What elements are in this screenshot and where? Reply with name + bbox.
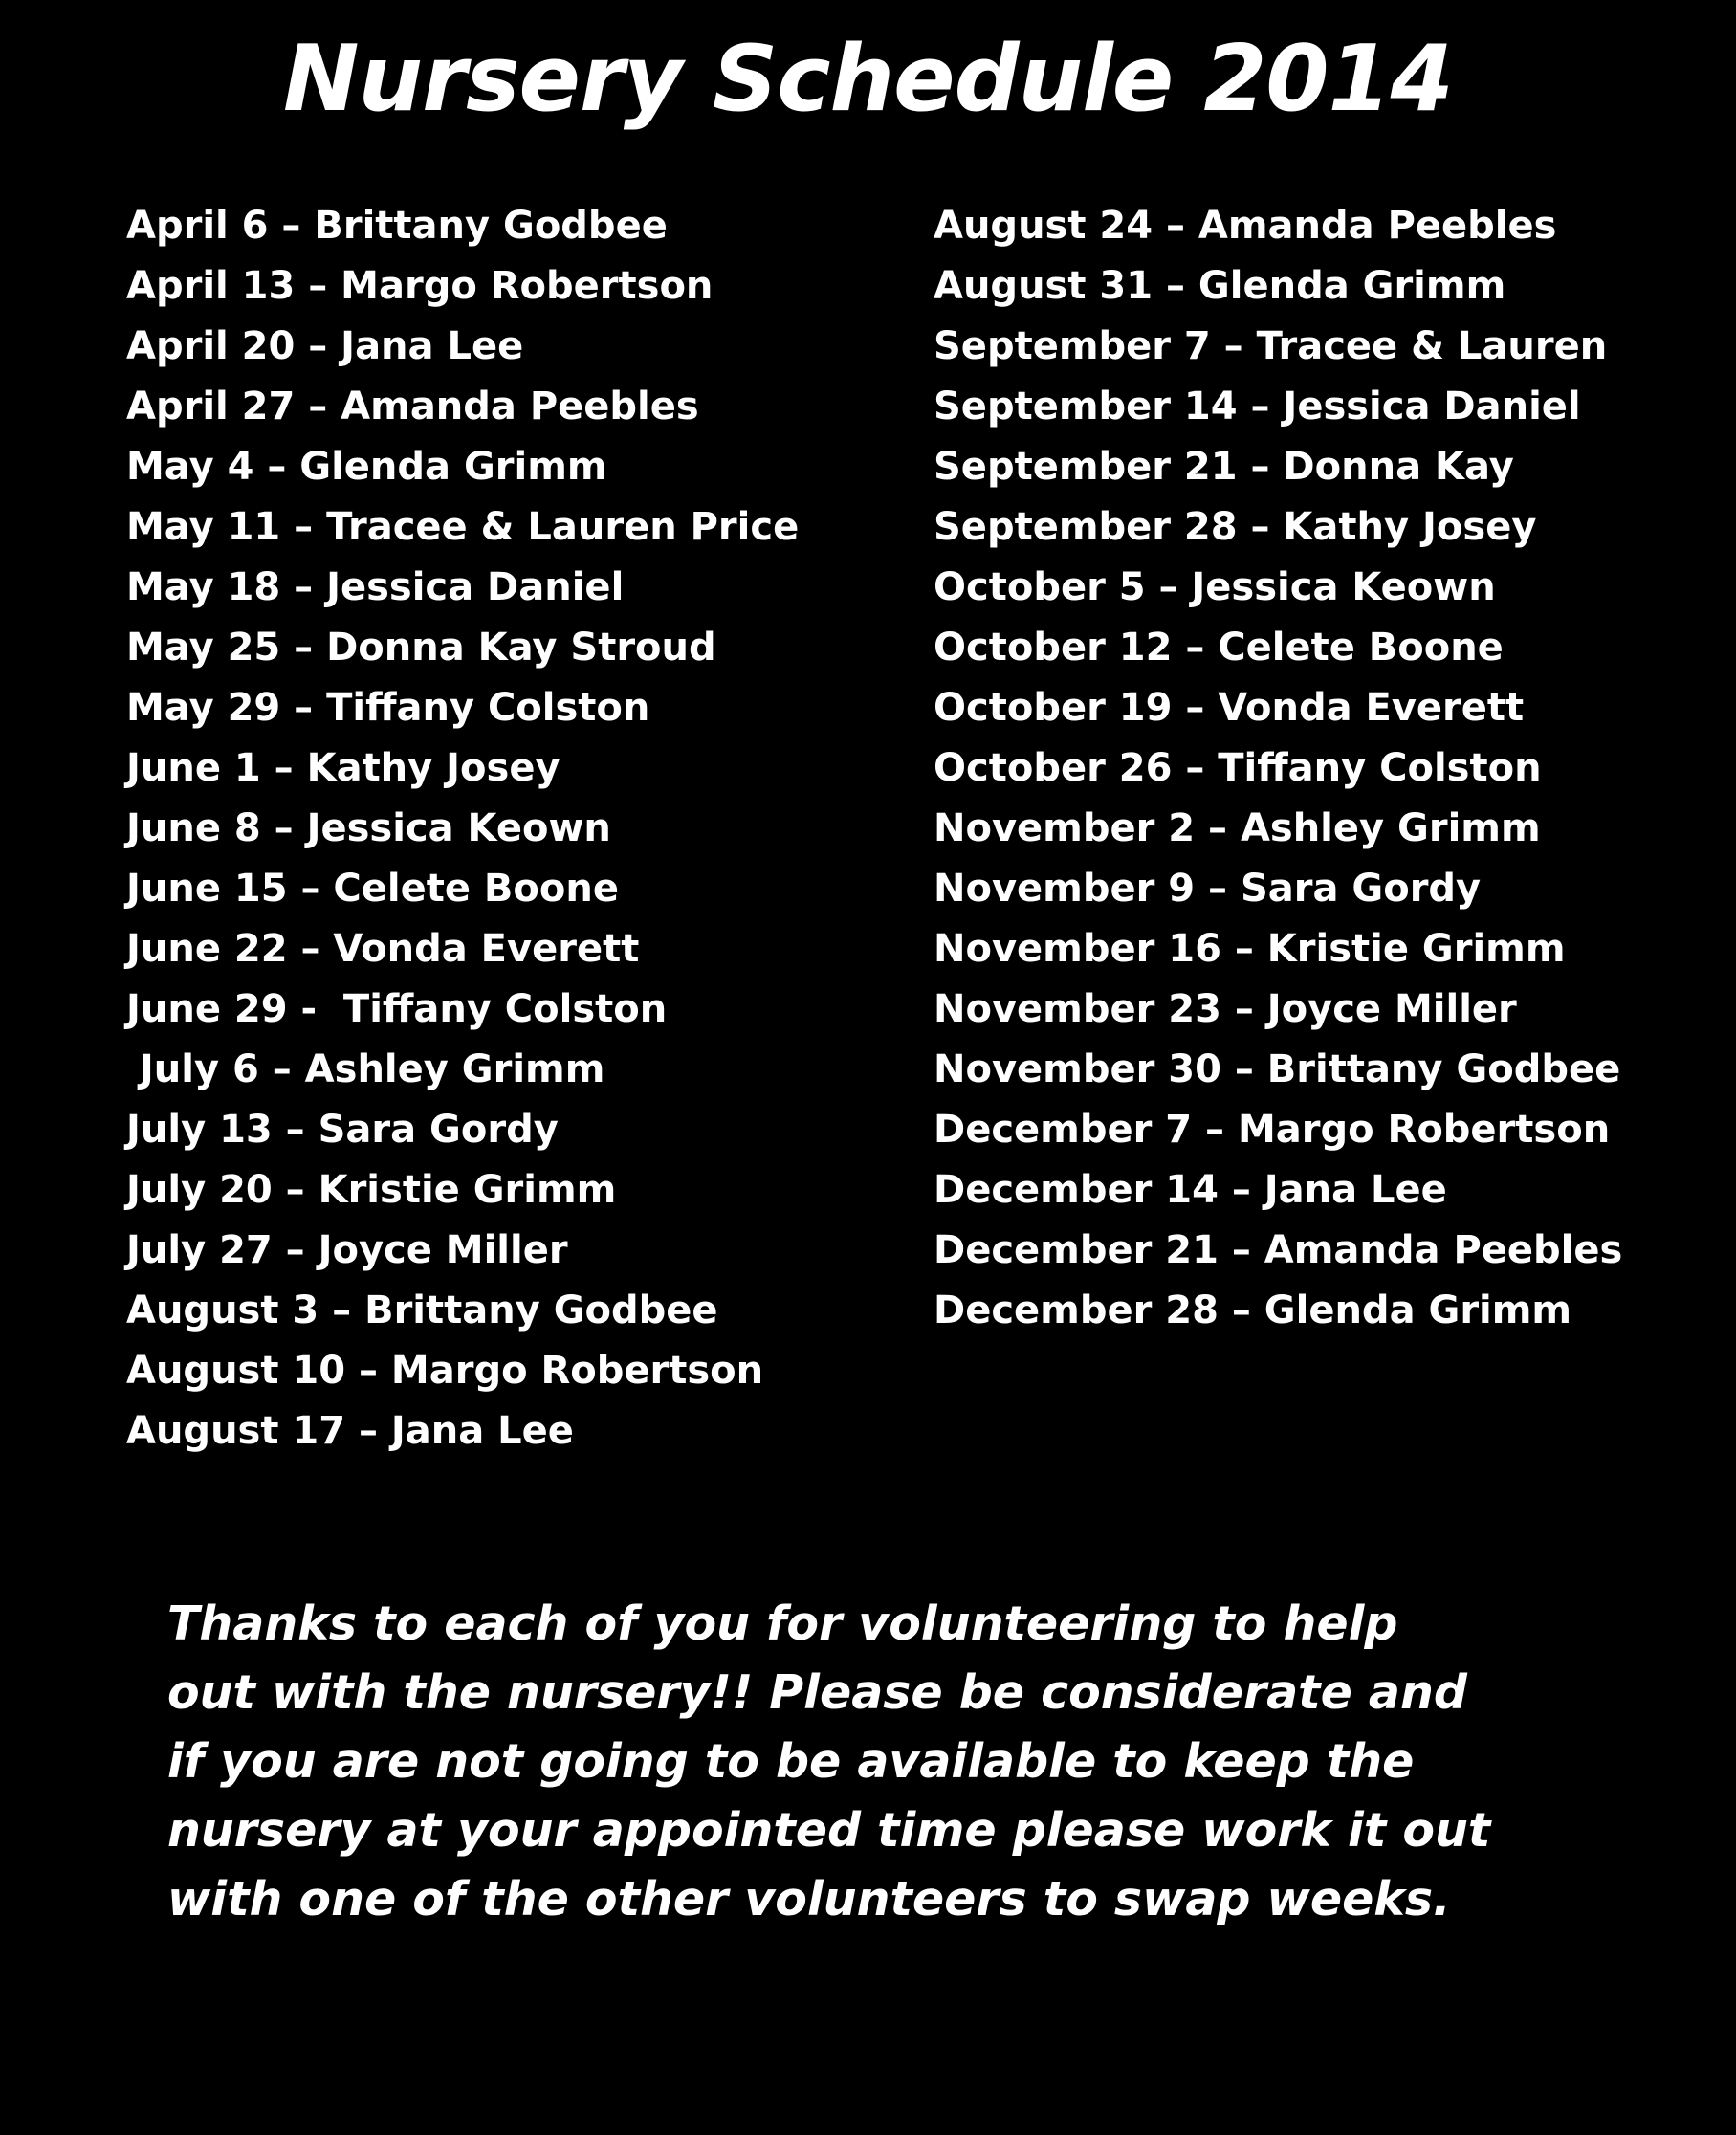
schedule-entry: August 10 – Margo Robertson: [126, 1349, 764, 1393]
schedule-entry: August 31 – Glenda Grimm: [934, 264, 1506, 308]
schedule-entry: October 12 – Celete Boone: [934, 626, 1504, 670]
schedule-right-column: [934, 196, 1622, 1341]
schedule-entry: June 15 – Celete Boone: [126, 867, 619, 911]
schedule-entry: April 13 – Margo Robertson: [126, 264, 714, 308]
schedule-entry: June 8 – Jessica Keown: [126, 806, 611, 850]
schedule-entry: June 22 – Vonda Everett: [126, 927, 640, 971]
schedule-entry: September 28 – Kathy Josey: [934, 505, 1537, 549]
schedule-entry: July 6 – Ashley Grimm: [126, 1047, 605, 1091]
schedule-left-column: [126, 196, 799, 1462]
schedule-entry: November 2 – Ashley Grimm: [934, 806, 1541, 850]
schedule-entry: August 3 – Brittany Godbee: [126, 1288, 718, 1332]
schedule-entry: November 23 – Joyce Miller: [934, 987, 1517, 1031]
schedule-entry: December 7 – Margo Robertson: [934, 1108, 1611, 1152]
schedule-entry: June 1 – Kathy Josey: [126, 746, 560, 790]
schedule-entry: April 27 – Amanda Peebles: [126, 385, 699, 429]
note-line: nursery at your appointed time please work it out: [167, 1803, 1491, 1858]
schedule-entry: October 19 – Vonda Everett: [934, 686, 1525, 730]
schedule-entry: June 29 - Tiffany Colston: [126, 987, 668, 1031]
schedule-entry: August 17 – Jana Lee: [126, 1409, 574, 1453]
schedule-entry: May 18 – Jessica Daniel: [126, 565, 625, 609]
note-line: if you are not going to be available to keep the: [167, 1734, 1415, 1789]
volunteer-note: [167, 1590, 1564, 1934]
schedule-entry: April 20 – Jana Lee: [126, 324, 524, 368]
schedule-entry: November 9 – Sara Gordy: [934, 867, 1482, 911]
schedule-entry: November 30 – Brittany Godbee: [934, 1047, 1621, 1091]
schedule-entry: September 21 – Donna Kay: [934, 445, 1514, 489]
schedule-entry: May 4 – Glenda Grimm: [126, 445, 607, 489]
note-line: with one of the other volunteers to swap weeks.: [167, 1872, 1451, 1926]
schedule-entry: December 21 – Amanda Peebles: [934, 1228, 1623, 1272]
schedule-entry: April 6 – Brittany Godbee: [126, 204, 668, 248]
schedule-entry: May 29 – Tiffany Colston: [126, 686, 650, 730]
schedule-entry: October 26 – Tiffany Colston: [934, 746, 1542, 790]
schedule-entry: September 7 – Tracee & Lauren: [934, 324, 1608, 368]
schedule-entry: December 14 – Jana Lee: [934, 1168, 1447, 1212]
schedule-entry: July 20 – Kristie Grimm: [126, 1168, 617, 1212]
schedule-entry: July 27 – Joyce Miller: [126, 1228, 568, 1272]
schedule-entry: November 16 – Kristie Grimm: [934, 927, 1566, 971]
schedule-entry: July 13 – Sara Gordy: [126, 1108, 559, 1152]
page-title: Nursery Schedule 2014: [283, 27, 1453, 132]
schedule-entry: May 25 – Donna Kay Stroud: [126, 626, 716, 670]
schedule-entry: September 14 – Jessica Daniel: [934, 385, 1581, 429]
note-line: out with the nursery!! Please be considerate and: [167, 1665, 1467, 1720]
schedule-entry: December 28 – Glenda Grimm: [934, 1288, 1572, 1332]
schedule-entry: May 11 – Tracee & Lauren Price: [126, 505, 800, 549]
schedule-entry: August 24 – Amanda Peebles: [934, 204, 1557, 248]
schedule-entry: October 5 – Jessica Keown: [934, 565, 1496, 609]
note-line: Thanks to each of you for volunteering to help: [167, 1596, 1398, 1651]
